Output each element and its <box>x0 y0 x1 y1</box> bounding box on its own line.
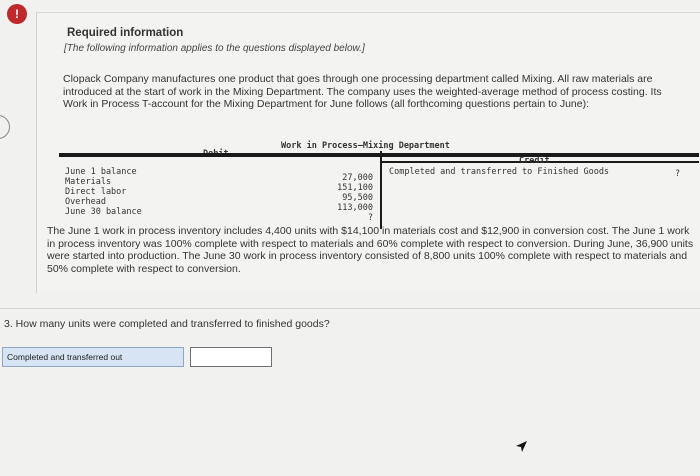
debit-row-value <box>327 163 373 173</box>
alert-icon: ! <box>7 4 27 24</box>
debit-row-label: Materials <box>65 177 112 187</box>
debit-row-label: Direct labor <box>65 187 127 197</box>
section-divider <box>0 308 700 309</box>
required-information-panel <box>36 12 700 293</box>
t-account-title: Work in Process—Mixing Department <box>281 141 450 151</box>
debit-row-value: 113,000 <box>337 203 373 213</box>
details-paragraph: The June 1 work in process inventory includes 4,400 units with $14,100 in materials cost and $12,900 in conversion cost. The June 1 work in process inventory was 100% complete with respect to materials and 60% complete with respect to conversion. During June, 36,900 units were started into production. The June 30 work in process inventory consisted of 8,800 units 100% complete with respect to materials and 50% complete with respect to conversion. <box>47 225 694 275</box>
question-text: 3. How many units were completed and transferred to finished goods? <box>4 318 330 330</box>
debit-unknown-value: ? <box>367 213 373 223</box>
t-account-divider <box>380 151 382 229</box>
prev-nav-arc <box>0 115 10 139</box>
debit-labels <box>65 167 142 217</box>
cursor-icon <box>514 440 528 454</box>
answer-label: Completed and transferred out <box>2 347 184 367</box>
debit-row-value: 95,500 <box>342 193 373 203</box>
debit-row-label: June 1 balance <box>65 167 137 177</box>
t-account-top-band <box>59 153 699 157</box>
credit-header: Credit <box>519 156 550 166</box>
info-note: [The following information applies to the questions displayed below.] <box>64 43 365 54</box>
debit-row-value: 27,000 <box>342 173 373 183</box>
t-account <box>59 141 699 231</box>
info-paragraph: Clopack Company manufactures one product that goes through one processing department called Mixing. All raw materials are introduced at the start of work in the Mixing Department. The company uses the weighted-average method of process costing. Its Work in Process T-account for the Mixing Department for June follows (all forthcoming questions pertain to June): <box>63 73 662 110</box>
debit-row-label: June 30 balance <box>65 207 142 217</box>
answer-row <box>2 347 272 367</box>
credit-row-label: Completed and transferred to Finished Goods <box>389 167 610 177</box>
debit-row-label: Overhead <box>65 197 106 207</box>
credit-row-value: ? <box>675 169 681 179</box>
debit-row-value: 151,100 <box>337 183 373 193</box>
info-title: Required information <box>67 27 184 39</box>
debit-values <box>327 163 373 223</box>
completed-transferred-input[interactable] <box>190 347 272 367</box>
